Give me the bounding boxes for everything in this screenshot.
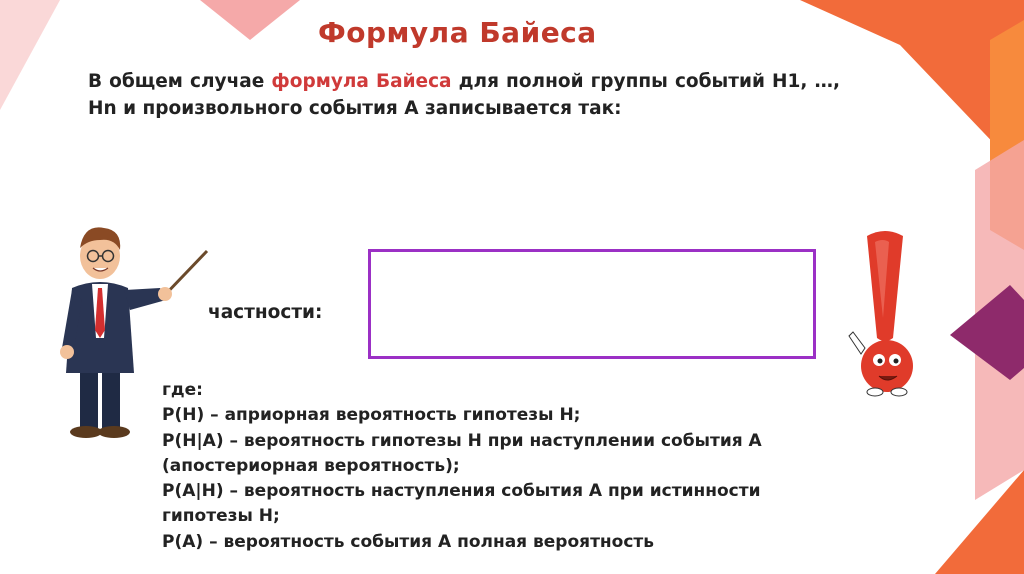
definition-line: (апостериорная вероятность); bbox=[162, 455, 460, 476]
definition-line: гипотезы H; bbox=[162, 506, 280, 527]
formula-box bbox=[368, 249, 816, 359]
definitions-where: где: bbox=[162, 380, 203, 400]
definition-line: P(A|H) – вероятность наступления события A при истинности bbox=[162, 481, 761, 502]
slide-title: Формула Байеса bbox=[318, 16, 597, 49]
intro-highlight: формула Байеса bbox=[271, 71, 452, 92]
intro-paragraph bbox=[88, 68, 840, 122]
partial-label: частности: bbox=[208, 302, 323, 323]
definition-line: P(A) – вероятность события А полная вероятность bbox=[162, 531, 655, 552]
top-left-pink-shape bbox=[0, 0, 60, 110]
exclamation-mark-illustration bbox=[845, 228, 925, 398]
definitions-block bbox=[162, 378, 842, 555]
top-pink-shape bbox=[200, 0, 300, 40]
definition-line: P(H|A) – вероятность гипотезы H при наступлении события A bbox=[162, 430, 762, 451]
intro-text-start: В общем случае bbox=[88, 71, 265, 92]
definition-line: P(H) – априорная вероятность гипотезы Н; bbox=[162, 405, 581, 426]
intro-text-end: для полной группы событий H1, …, Hn и произвольного события A записывается так: bbox=[88, 71, 840, 119]
